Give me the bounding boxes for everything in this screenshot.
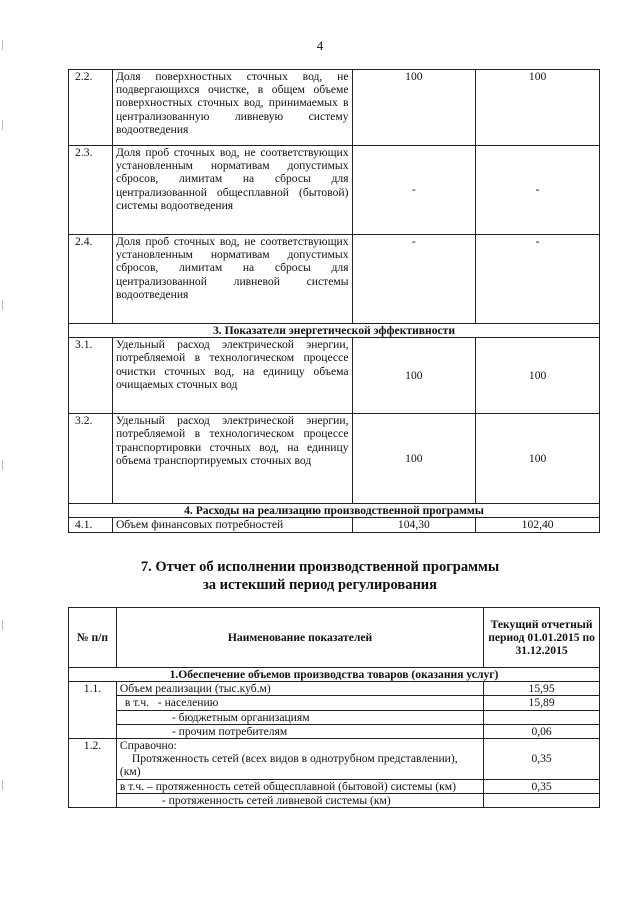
- row-value-planned: 100: [352, 70, 476, 146]
- row-number: 2.4.: [69, 235, 113, 324]
- row-name: - бюджетным организациям: [116, 710, 483, 724]
- row-value: 15,95: [484, 682, 600, 696]
- row-value-planned: 100: [352, 338, 476, 414]
- row-value: 0,06: [484, 724, 600, 738]
- row-number: 4.1.: [69, 518, 113, 532]
- row-name: Объем реализации (тыс.куб.м): [116, 682, 483, 696]
- row-number: 3.1.: [69, 338, 113, 414]
- row-name: - протяженность сетей ливневой системы (км): [116, 793, 483, 807]
- row-description: Доля проб сточных вод, не соответствующих установленным нормативам допустимых сбросов, лимитам на сбросы для централизованной ливневой системы водоотведения: [112, 235, 352, 324]
- table-row: [69, 414, 600, 504]
- row-name-text: - населению: [157, 696, 219, 710]
- header-number: № п/п: [69, 608, 117, 668]
- row-description: Удельный расход электрической энергии, потребляемой в технологическом процессе транспортировки сточных вод, на единицу объема транспортируемых сточных вод: [112, 414, 352, 504]
- row-value-actual: 100: [476, 414, 600, 504]
- row-name: [116, 696, 483, 710]
- row-prefix: в т.ч.: [124, 696, 150, 710]
- row-value-actual: -: [476, 146, 600, 235]
- section-title: [0, 558, 640, 594]
- table-row: [69, 338, 600, 414]
- row-value-actual: 100: [476, 70, 600, 146]
- row-label: Справочно:: [119, 739, 177, 753]
- table-row: [69, 235, 600, 324]
- table-row: [69, 682, 600, 696]
- page-number: 4: [316, 38, 324, 53]
- section-title-line1: 7. Отчет об исполнении производственной программы: [140, 559, 500, 575]
- row-name-text: Протяженность сетей (всех видов в однотрубном представлении), (км): [119, 752, 458, 779]
- section-3-title: 3. Показатели энергетической эффективности: [69, 324, 600, 338]
- row-name: - прочим потребителям: [116, 724, 483, 738]
- table-row: [69, 518, 600, 532]
- row-value-actual: -: [476, 235, 600, 324]
- section-header-row: [69, 504, 600, 518]
- indicators-table: [68, 69, 600, 533]
- scan-margin-marks: [2, 0, 5, 905]
- header-period: Текущий отчетный период 01.01.2015 по 31.12.2015: [484, 608, 600, 668]
- section-1-title: 1.Обеспечение объемов производства товаров (оказания услуг): [69, 668, 600, 682]
- row-number: 3.2.: [69, 414, 113, 504]
- table-row: [69, 696, 600, 710]
- row-value-planned: 100: [352, 414, 476, 504]
- table-row: [69, 779, 600, 793]
- header-row: [69, 608, 600, 668]
- section-header-row: [69, 668, 600, 682]
- header-name: Наименование показателей: [116, 608, 483, 668]
- row-value-actual: 100: [476, 338, 600, 414]
- row-value: 15,89: [484, 696, 600, 710]
- row-value-planned: -: [352, 146, 476, 235]
- row-description: Объем финансовых потребностей: [112, 518, 352, 532]
- row-value: [484, 710, 600, 724]
- row-number: 2.2.: [69, 70, 113, 146]
- row-number: 2.3.: [69, 146, 113, 235]
- row-value-actual: 102,40: [476, 518, 600, 532]
- row-number: 1.1.: [69, 682, 117, 739]
- row-value: [484, 793, 600, 807]
- section-title-line2: за истекший период регулирования: [202, 577, 438, 593]
- row-description: Удельный расход электрической энергии, потребляемой в технологическом процессе очистки сточных вод, на единицу объема очищаемых сточных вод: [112, 338, 352, 414]
- table-row: [69, 710, 600, 724]
- table-row: [69, 146, 600, 235]
- row-number: 1.2.: [69, 739, 117, 808]
- table-row: [69, 739, 600, 780]
- section-header-row: [69, 324, 600, 338]
- table-row: [69, 724, 600, 738]
- row-name: в т.ч. – протяженность сетей общесплавной (бытовой) системы (км): [116, 779, 483, 793]
- row-value: 0,35: [484, 779, 600, 793]
- row-value-planned: 104,30: [352, 518, 476, 532]
- table-row: [69, 70, 600, 146]
- table-row: [69, 793, 600, 807]
- section-4-title: 4. Расходы на реализацию производственной программы: [69, 504, 600, 518]
- row-value-planned: -: [352, 235, 476, 324]
- row-description: Доля проб сточных вод, не соответствующих установленным нормативам допустимых сбросов, лимитам на сбросы для централизованной общесплавной (бытовой) системы водоотведения: [112, 146, 352, 235]
- report-table: [68, 607, 600, 808]
- row-value: 0,35: [484, 739, 600, 780]
- row-name: [116, 739, 483, 780]
- row-description: Доля поверхностных сточных вод, не подвергающихся очистке, в общем объеме поверхностных сточных вод, принимаемых в централизованную ливневую систему водоотведения: [112, 70, 352, 146]
